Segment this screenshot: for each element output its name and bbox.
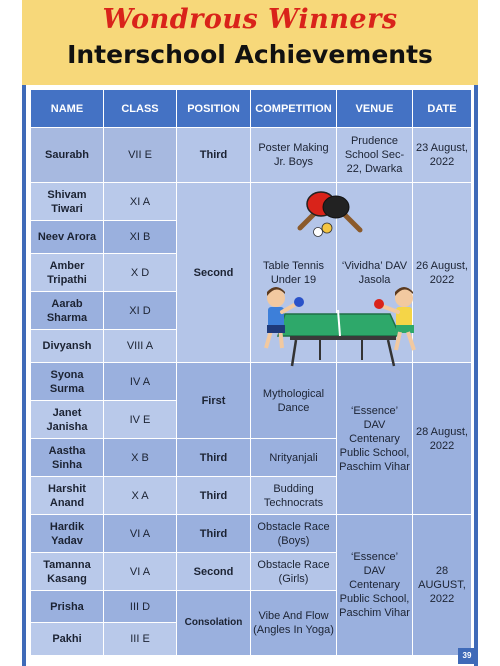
- student-class: XI A: [104, 183, 177, 221]
- student-name: Aastha Sinha: [31, 439, 104, 477]
- student-class: X A: [104, 477, 177, 515]
- position-cell: Second: [177, 553, 251, 591]
- student-name: Amber Tripathi: [31, 254, 104, 292]
- student-name: Harshit Anand: [31, 477, 104, 515]
- date-cell: 28 AUGUST, 2022: [413, 515, 472, 656]
- competition-cell: Table Tennis Under 19: [251, 183, 337, 363]
- student-name: Tamanna Kasang: [31, 553, 104, 591]
- competition-cell: Vibe And Flow (Angles In Yoga): [251, 591, 337, 656]
- position-cell: Second: [177, 183, 251, 363]
- column-header-position: POSITION: [177, 90, 251, 128]
- student-name: Aarab Sharma: [31, 292, 104, 330]
- date-cell: 23 August, 2022: [413, 128, 472, 183]
- table-row: [31, 128, 472, 183]
- venue-cell: ‘Essence’ DAV Centenary Public School, Paschim Vihar: [337, 515, 413, 656]
- position-cell: First: [177, 363, 251, 439]
- student-name: Divyansh: [31, 330, 104, 363]
- student-name: Saurabh: [31, 128, 104, 183]
- venue-cell: ‘Essence’ DAV Centenary Public School, Paschim Vihar: [337, 363, 413, 515]
- student-name: Pakhi: [31, 623, 104, 656]
- student-name: Janet Janisha: [31, 401, 104, 439]
- position-cell: Third: [177, 515, 251, 553]
- table-row: [31, 363, 472, 401]
- student-class: VIII A: [104, 330, 177, 363]
- competition-cell: Nrityanjali: [251, 439, 337, 477]
- page-number-badge: 39: [458, 648, 476, 664]
- student-name: Syona Surma: [31, 363, 104, 401]
- student-class: VII E: [104, 128, 177, 183]
- competition-cell: Obstacle Race (Girls): [251, 553, 337, 591]
- page-header: [22, 0, 478, 85]
- student-class: XI B: [104, 221, 177, 254]
- date-cell: 26 August, 2022: [413, 183, 472, 363]
- student-class: VI A: [104, 553, 177, 591]
- student-class: III D: [104, 591, 177, 623]
- table-header-row: [31, 90, 472, 128]
- table-row: [31, 183, 472, 221]
- student-class: X D: [104, 254, 177, 292]
- student-name: Shivam Tiwari: [31, 183, 104, 221]
- page-title-script: Wondrous Winners: [102, 4, 398, 35]
- competition-cell: Mythological Dance: [251, 363, 337, 439]
- student-class: IV A: [104, 363, 177, 401]
- page-title: Interschool Achievements: [67, 40, 433, 69]
- student-name: Prisha: [31, 591, 104, 623]
- student-class: IV E: [104, 401, 177, 439]
- column-header-name: NAME: [31, 90, 104, 128]
- competition-cell: Obstacle Race (Boys): [251, 515, 337, 553]
- position-cell: Third: [177, 477, 251, 515]
- competition-cell: Budding Technocrats: [251, 477, 337, 515]
- position-cell: Third: [177, 439, 251, 477]
- venue-cell: Prudence School Sec-22, Dwarka: [337, 128, 413, 183]
- student-class: X B: [104, 439, 177, 477]
- column-header-date: DATE: [413, 90, 472, 128]
- student-name: Hardik Yadav: [31, 515, 104, 553]
- venue-cell: ‘Vividha’ DAV Jasola: [337, 183, 413, 363]
- student-class: VI A: [104, 515, 177, 553]
- column-header-class: CLASS: [104, 90, 177, 128]
- position-cell: Consolation: [177, 591, 251, 656]
- achievements-table: [30, 89, 472, 656]
- column-header-competition: COMPETITION: [251, 90, 337, 128]
- student-name: Neev Arora: [31, 221, 104, 254]
- competition-cell: Poster Making Jr. Boys: [251, 128, 337, 183]
- date-cell: 28 August, 2022: [413, 363, 472, 515]
- column-header-venue: VENUE: [337, 90, 413, 128]
- student-class: III E: [104, 623, 177, 656]
- student-class: XI D: [104, 292, 177, 330]
- position-cell: Third: [177, 128, 251, 183]
- table-row: [31, 515, 472, 553]
